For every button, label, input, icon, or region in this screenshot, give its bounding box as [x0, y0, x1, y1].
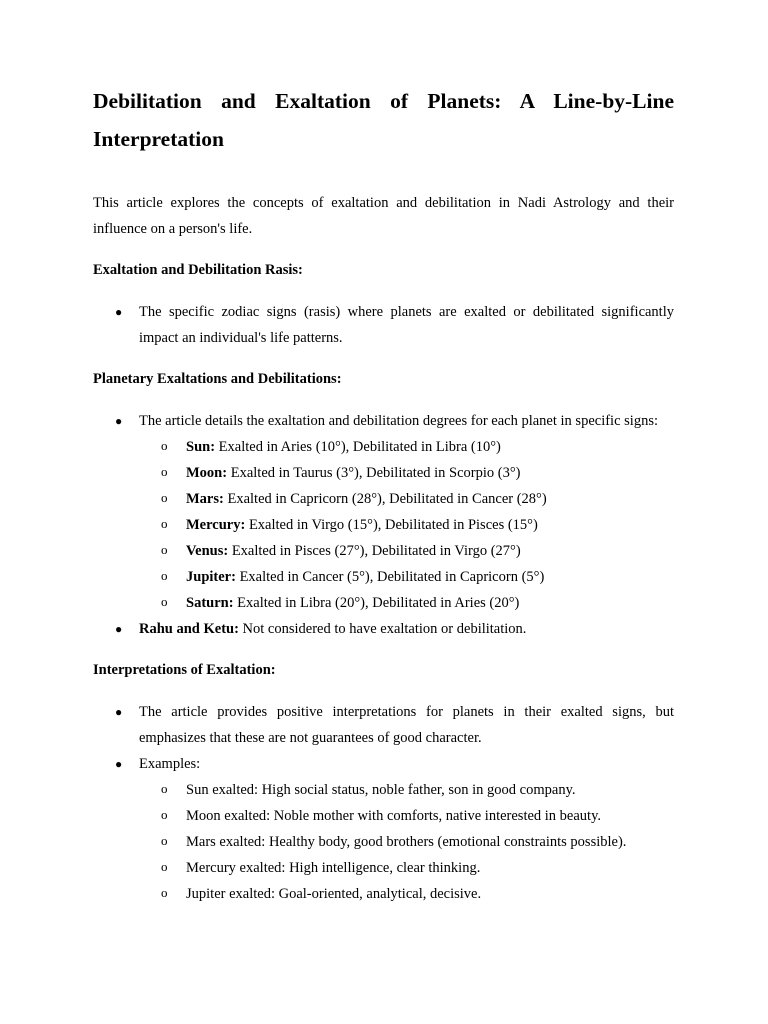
list-item: [93, 299, 674, 351]
sub-list-item: [139, 881, 674, 907]
circle-bullet-icon: o: [161, 542, 168, 557]
planet-name: Moon:: [186, 465, 228, 481]
document-title: Debilitation and Exaltation of Planets: A Line-by-Line Interpretation: [93, 89, 674, 151]
planet-name: Mercury:: [186, 517, 246, 533]
circle-bullet-icon: o: [161, 807, 168, 822]
sub-list-item: [139, 590, 674, 616]
circle-bullet-icon: o: [161, 464, 168, 479]
bullet-icon: ●: [115, 305, 123, 319]
planet-detail: Not considered to have exaltation or debilitation.: [238, 621, 527, 637]
planet-detail: Exalted in Taurus (3°), Debilitated in Scorpio (3°): [227, 465, 521, 481]
sub-list-item: [139, 538, 674, 564]
bullet-list: [93, 408, 674, 642]
circle-bullet-icon: o: [161, 781, 168, 796]
bullet-icon: ●: [115, 757, 123, 771]
planet-detail: Exalted in Pisces (27°), Debilitated in Virgo (27°): [228, 543, 521, 559]
section-heading-planetary: Planetary Exaltations and Debilitations:: [93, 371, 342, 387]
sub-list-item: [139, 829, 674, 855]
sub-list-item: [139, 803, 674, 829]
example-text: Jupiter exalted: Goal-oriented, analytical, decisive.: [186, 886, 482, 902]
planet-name: Jupiter:: [186, 569, 236, 585]
sub-list-item: [139, 486, 674, 512]
circle-bullet-icon: o: [161, 833, 168, 848]
circle-bullet-icon: o: [161, 516, 168, 531]
list-item: [93, 751, 674, 907]
example-text: Mercury exalted: High intelligence, clear thinking.: [186, 860, 481, 876]
section-heading-rasis: Exaltation and Debilitation Rasis:: [93, 262, 303, 278]
planet-name: Sun:: [186, 439, 216, 455]
planet-detail: Exalted in Cancer (5°), Debilitated in Capricorn (5°): [235, 569, 545, 585]
list-item-text: The article provides positive interpretations for planets in their exalted signs, but emphasizes that these are not guarantees of good character.: [139, 704, 674, 746]
planet-name: Mars:: [186, 491, 224, 507]
section-heading-interpretations: Interpretations of Exaltation:: [93, 662, 276, 678]
planet-name: Venus:: [186, 543, 229, 559]
list-item-text: The specific zodiac signs (rasis) where planets are exalted or debilitated significantly impact an individual's life patterns.: [139, 304, 674, 346]
sub-list-item: [139, 564, 674, 590]
bullet-icon: ●: [115, 414, 123, 428]
circle-bullet-icon: o: [161, 438, 168, 453]
sub-list-item: [139, 434, 674, 460]
circle-bullet-icon: o: [161, 594, 168, 609]
bullet-list: [93, 299, 674, 351]
sub-list-item: [139, 777, 674, 803]
planet-detail: Exalted in Capricorn (28°), Debilitated in Cancer (28°): [223, 491, 547, 507]
intro-paragraph: This article explores the concepts of exaltation and debilitation in Nadi Astrology and their influence on a person's life.: [93, 195, 674, 237]
list-item-text: Examples:: [139, 756, 201, 772]
list-item: [93, 408, 674, 616]
planet-detail: Exalted in Libra (20°), Debilitated in Aries (20°): [233, 595, 520, 611]
circle-bullet-icon: o: [161, 885, 168, 900]
sub-list-item: [139, 460, 674, 486]
list-item-text: The article details the exaltation and debilitation degrees for each planet in specific signs:: [139, 413, 658, 429]
example-text: Mars exalted: Healthy body, good brothers (emotional constraints possible).: [186, 834, 627, 850]
sub-bullet-list: [139, 777, 674, 907]
bullet-icon: ●: [115, 705, 123, 719]
sub-list-item: [139, 855, 674, 881]
bullet-icon: ●: [115, 622, 123, 636]
bullet-list: [93, 699, 674, 907]
list-item: [93, 616, 674, 642]
planet-detail: Exalted in Virgo (15°), Debilitated in Pisces (15°): [245, 517, 538, 533]
example-text: Moon exalted: Noble mother with comforts, native interested in beauty.: [186, 808, 602, 824]
planet-name: Rahu and Ketu:: [139, 621, 239, 637]
planet-detail: Exalted in Aries (10°), Debilitated in Libra (10°): [215, 439, 501, 455]
sub-bullet-list: [139, 434, 674, 616]
circle-bullet-icon: o: [161, 859, 168, 874]
list-item: [93, 699, 674, 751]
sub-list-item: [139, 512, 674, 538]
example-text: Sun exalted: High social status, noble father, son in good company.: [186, 782, 576, 798]
circle-bullet-icon: o: [161, 490, 168, 505]
circle-bullet-icon: o: [161, 568, 168, 583]
planet-name: Saturn:: [186, 595, 234, 611]
